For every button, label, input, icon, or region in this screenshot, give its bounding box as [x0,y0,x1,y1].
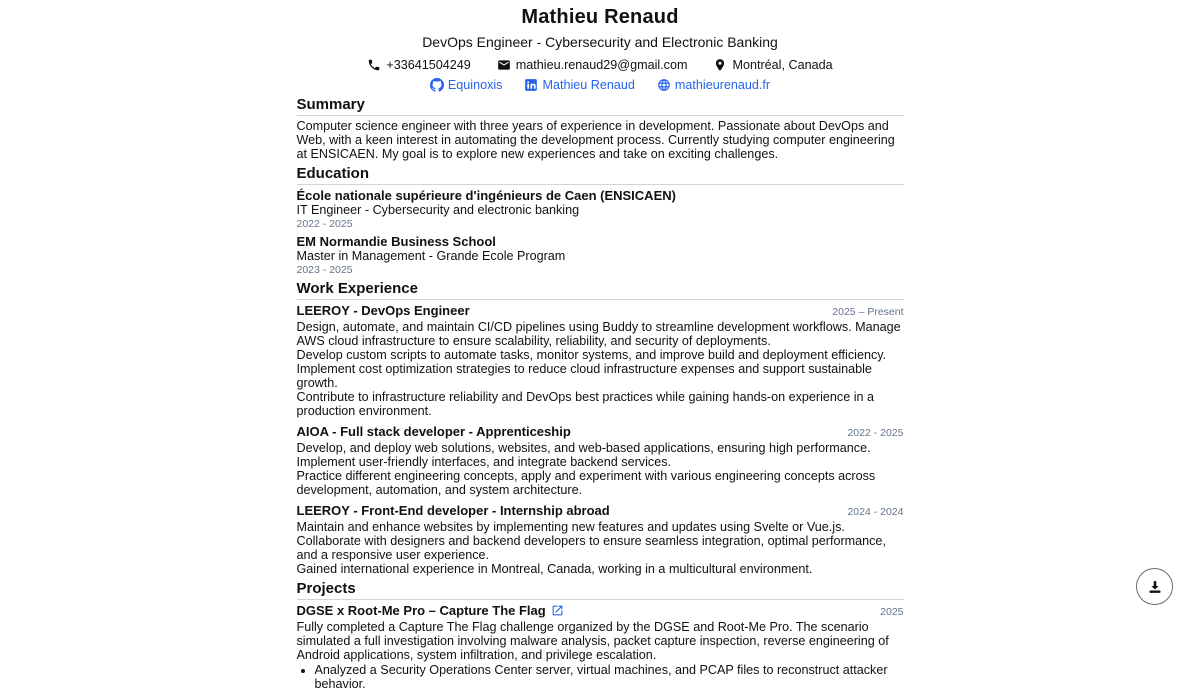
website-link[interactable] [657,78,770,92]
project-title [297,603,564,618]
section-summary [297,97,904,161]
phone-contact [367,58,470,72]
section-work-experience [297,281,904,576]
email-address: mathieu.renaud29@gmail.com [516,58,688,72]
linkedin-link-label: Mathieu Renaud [542,78,634,92]
location-contact [713,58,832,72]
phone-number: +33641504249 [386,58,470,72]
job-description: Contribute to infrastructure reliability and DevOps best practices while gaining hands-on experience in a production environment. [297,390,904,418]
person-title: DevOps Engineer - Cybersecurity and Electronic Banking [422,35,778,49]
project-bullet-list [297,663,904,691]
school-name: EM Normandie Business School [297,234,904,249]
education-entry [297,234,904,276]
person-name: Mathieu Renaud [521,8,678,27]
entry-dates: 2023 - 2025 [297,265,904,276]
entry-title-row [297,503,904,520]
location-text: Montréal, Canada [732,58,832,72]
github-link-label: Equinoxis [448,78,503,92]
email-icon [497,58,511,72]
project-description: Fully completed a Capture The Flag challenge organized by the DGSE and Root-Me Pro. The scenario simulated a full investigation involving malware analysis, packet capture inspection, reverse engineering of Android applications, system infiltration, and privilege escalation. [297,620,904,662]
school-name: École nationale supérieure d'ingénieurs de Caen (ENSICAEN) [297,188,904,203]
entry-dates: 2024 - 2024 [847,505,903,520]
job-description: Design, automate, and maintain CI/CD pipelines using Buddy to streamline development workflows. Manage AWS cloud infrastructure to ensure scalability, reliability, and security of deployments. [297,320,904,348]
education-entry [297,188,904,230]
website-link-label: mathieurenaud.fr [675,78,770,92]
github-link[interactable] [430,78,503,92]
resume-header [297,8,904,92]
project-title-text: DGSE x Root-Me Pro – Capture The Flag [297,603,546,618]
projects-heading: Projects [297,581,904,600]
experience-entry [297,503,904,576]
project-entry [297,603,904,691]
linkedin-icon [524,78,538,92]
download-button[interactable] [1136,568,1173,605]
location-icon [713,58,727,72]
entry-dates: 2022 - 2025 [297,219,904,230]
experience-entry [297,303,904,418]
entry-dates: 2025 – Present [832,305,903,320]
job-description: Gained international experience in Montreal, Canada, working in a multicultural environment. [297,562,904,576]
contact-row [367,57,832,72]
job-title: AIOA - Full stack developer - Apprenticeship [297,424,571,439]
entry-title-row [297,424,904,441]
job-description: Maintain and enhance websites by implementing new features and updates using Svelte or Vue.js. Collaborate with designers and backend developers to ensure seamless integration, optimal performance, and a responsive user experience. [297,520,904,562]
resume-page [297,0,904,691]
job-description: Practice different engineering concepts, apply and experiment with various engineering concepts across development, automation, and system architecture. [297,469,904,497]
globe-icon [657,78,671,92]
external-link-icon[interactable] [551,604,564,617]
job-title: LEEROY - Front-End developer - Internship abroad [297,503,610,518]
download-icon [1146,578,1164,596]
job-description: Develop custom scripts to automate tasks, monitor systems, and improve build and deployment efficiency. Implement cost optimization strategies to reduce cloud infrastructure expenses and support sustainable growth. [297,348,904,390]
section-education [297,166,904,276]
entry-title-row [297,303,904,320]
degree-name: IT Engineer - Cybersecurity and electronic banking [297,203,904,217]
degree-name: Master in Management - Grande Ecole Program [297,249,904,263]
education-heading: Education [297,166,904,185]
section-projects [297,581,904,691]
phone-icon [367,58,381,72]
entry-dates: 2022 - 2025 [847,426,903,441]
github-icon [430,78,444,92]
entry-dates: 2025 [880,605,903,620]
summary-heading: Summary [297,97,904,116]
job-title: LEEROY - DevOps Engineer [297,303,470,318]
project-bullet: • Analyzed a Security Operations Center server, virtual machines, and PCAP files to reconstruct attacker behavior. [315,663,904,691]
summary-text: Computer science engineer with three years of experience in development. Passionate about DevOps and Web, with a keen interest in automating the development process. Currently studying computer engineering at ENSICAEN. My goal is to explore new experiences and take on exciting challenges. [297,119,904,161]
experience-entry [297,424,904,497]
links-row [430,77,770,92]
work-experience-heading: Work Experience [297,281,904,300]
linkedin-link[interactable] [524,78,634,92]
entry-title-row [297,603,904,620]
job-description: Develop, and deploy web solutions, websites, and web-based applications, ensuring high performance. Implement user-friendly interfaces, and integrate backend services. [297,441,904,469]
email-contact [497,58,688,72]
